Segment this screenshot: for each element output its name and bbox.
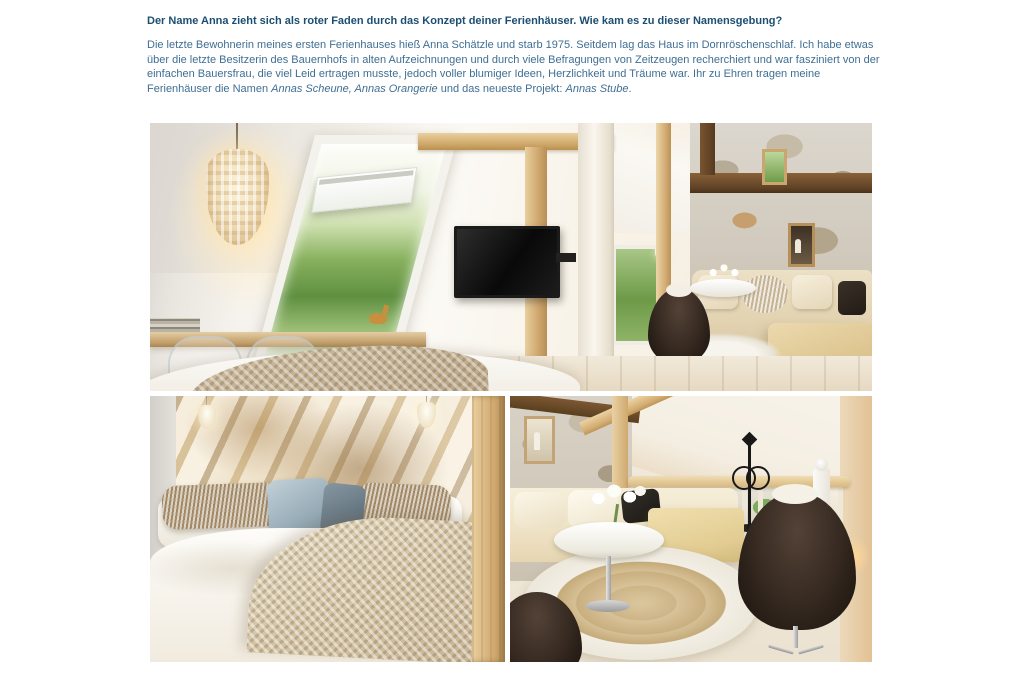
photo-marble-bedroom <box>150 396 505 662</box>
niche-figurine <box>534 432 540 450</box>
paragraph-segment: und das neueste Projekt: <box>437 82 566 95</box>
paragraph-segment-italic: Annas Stube <box>565 82 629 95</box>
tv-screen <box>454 226 560 298</box>
fur-pillow <box>742 275 788 313</box>
paragraph-segment: . <box>628 82 632 95</box>
sofa-pillow <box>514 492 566 528</box>
photo-loft-lounge <box>510 396 872 662</box>
paragraph-segment-italic: Annas Scheune, Annas Orangerie <box>271 82 438 95</box>
swan-chair-backrest-dip <box>666 283 692 297</box>
sofa-pillow <box>792 275 832 309</box>
side-table <box>690 279 756 297</box>
swan-chair-backrest-dip <box>772 484 818 504</box>
photo-collage <box>150 123 872 662</box>
sash-bar <box>319 170 414 185</box>
book-stack <box>150 318 200 332</box>
chair-leg <box>768 644 794 654</box>
niche-window <box>762 149 787 185</box>
flowers <box>706 263 742 279</box>
fur-pillow <box>161 482 280 530</box>
niche-with-figurine <box>788 223 815 267</box>
article-text-block <box>147 14 880 96</box>
open-window-sash <box>311 167 417 213</box>
chair-chrome-pole <box>793 626 798 648</box>
tv-mount-arm <box>556 253 576 262</box>
newel-post-cap <box>815 458 828 471</box>
dark-pillow <box>838 281 866 315</box>
paragraph-segment: Die letzte Bewohnerin meines ersten Ferienhauses hieß Anna Schätzle und starb 1975. Seitdem lag das Haus im Dornröschenschlaf. Ich habe etwas über die letzte Besitzerin des Bauernhofs in alten Aufzeichnungen und durch viele Befragungen von Zeitzeugen recherchiert und war fasziniert von der einfachen Bauersfrau, die viel Leid ertragen musste, jedoch voller blumiger Ideen, Herzlichkeit und Träume war. Ihr zu Ehren tragen meine Ferienhäuser die Namen <box>147 39 880 95</box>
photo-attic-panorama <box>150 123 872 391</box>
table-pedestal <box>606 556 611 604</box>
white-pillar <box>578 123 614 391</box>
round-white-table-top <box>554 522 664 558</box>
wooden-door-frame <box>472 396 505 662</box>
table-base <box>586 600 630 612</box>
white-flowers <box>588 482 646 512</box>
dark-wood-beam-vertical <box>700 123 715 175</box>
chair-leg <box>798 644 824 654</box>
niche-figurine <box>795 239 801 253</box>
article-paragraph <box>147 38 880 96</box>
article-heading: Der Name Anna zieht sich als roter Faden durch das Konzept deiner Ferienhäuser. Wie kam es zu dieser Namensgebung? <box>147 15 783 27</box>
candelabra-scroll <box>746 466 770 490</box>
